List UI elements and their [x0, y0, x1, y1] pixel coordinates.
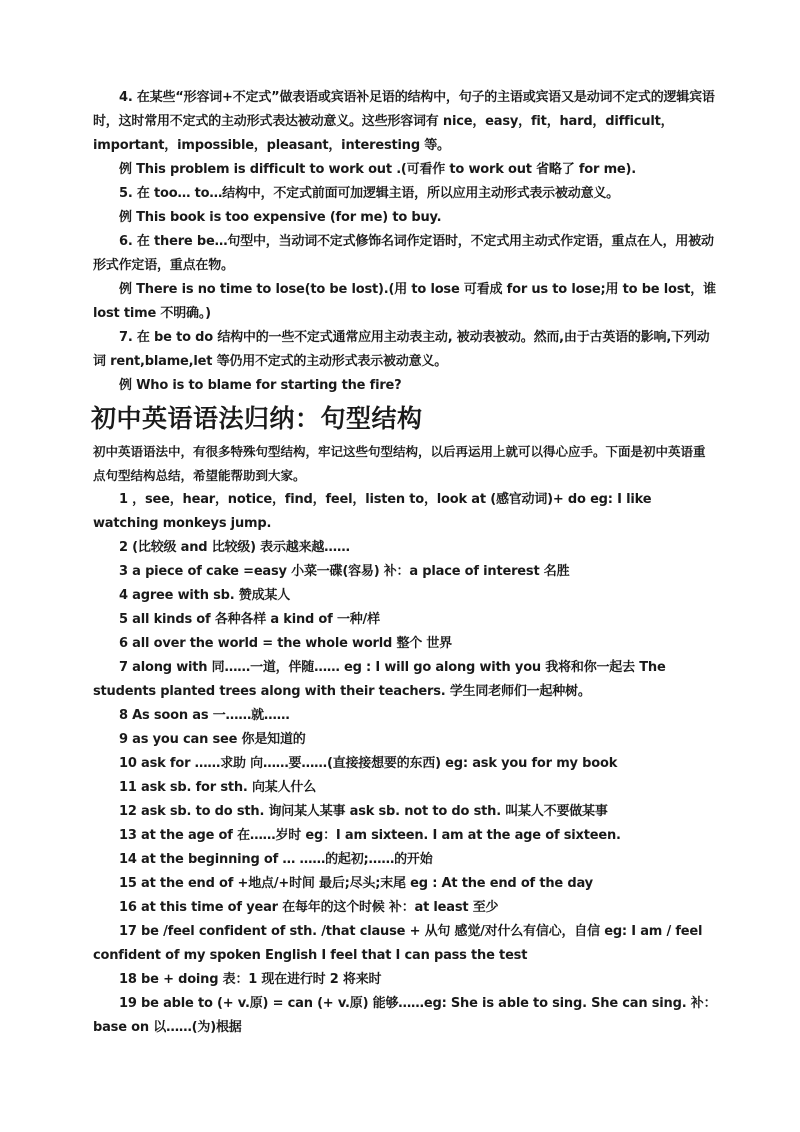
list-item: 19 be able to (+ v.原) = can (+ v.原) 能够……eg: She is able to sing. She can sing. 补：base on 以……(为)根据 [93, 996, 717, 1035]
intro-paragraph: 初中英语语法中，有很多特殊句型结构，牢记这些句型结构，以后再运用上就可以得心应手。下面是初中英语重点句型结构总结，希望能帮助到大家。 [93, 444, 706, 483]
example-line: 例 This problem is difficult to work out .(可看作 to work out 省略了 for me). [119, 162, 637, 177]
list-item: 8 As soon as 一……就…… [119, 708, 290, 723]
list-item: 1 ，see，hear，notice，find，feel，listen to，look at (感官动词)+ do eg: I like watching monkeys jump. [93, 492, 652, 531]
list-item: 18 be + doing 表：1 现在进行时 2 将来时 [119, 972, 382, 987]
list-item: 2 (比较级 and 比较级) 表示越来越…… [119, 540, 350, 555]
list-item: 15 at the end of +地点/+时间 最后;尽头;末尾 eg : At the end of the day [119, 876, 593, 891]
list-item: 11 ask sb. for sth. 向某人什么 [119, 780, 317, 795]
list-item: 9 as you can see 你是知道的 [119, 732, 306, 747]
example-line: 例 There is no time to lose(to be lost).(用 to lose 可看成 for us to lose;用 to be lost，谁 lost time 不明确。) [93, 282, 716, 321]
paragraph: 4. 在某些“形容词+不定式”做表语或宾语补足语的结构中，句子的主语或宾语又是动词不定式的逻辑宾语时，这时常用不定式的主动形式表达被动意义。这些形容词有 nice，easy，fit，hard，difficult，important，impossible，pleasant，interesting 等。 [93, 90, 715, 153]
example-line: 例 Who is to blame for starting the fire? [119, 378, 402, 393]
example-line: 例 This book is too expensive (for me) to buy. [119, 210, 442, 225]
paragraph: 6. 在 there be…句型中，当动词不定式修饰名词作定语时，不定式用主动式作定语，重点在人，用被动形式作定语，重点在物。 [93, 234, 714, 273]
list-item: 14 at the beginning of … ……的起初;……的开始 [119, 852, 433, 867]
paragraph: 7. 在 be to do 结构中的一些不定式通常应用主动表主动, 被动表被动。然而,由于古英语的影响,下列动词 rent,blame,let 等仍用不定式的主动形式表示被动意义。 [93, 330, 710, 369]
section-heading: 初中英语语法归纳：句型结构 [91, 404, 423, 433]
document-content [93, 86, 717, 1040]
list-item: 7 along with 同……一道，伴随…… eg : I will go along with you 我将和你一起去 The students planted trees along with their teachers. 学生同老师们一起种树。 [93, 660, 666, 699]
list-item: 12 ask sb. to do sth. 询问某人某事 ask sb. not to do sth. 叫某人不要做某事 [119, 804, 608, 819]
list-item: 4 agree with sb. 赞成某人 [119, 588, 290, 603]
paragraph: 5. 在 too… to…结构中，不定式前面可加逻辑主语，所以应用主动形式表示被动意义。 [119, 186, 619, 201]
list-item: 13 at the age of 在……岁时 eg：I am sixteen. I am at the age of sixteen. [119, 828, 621, 843]
list-item: 6 all over the world = the whole world 整个 世界 [119, 636, 452, 651]
list-item: 16 at this time of year 在每年的这个时候 补：at least 至少 [119, 900, 499, 915]
list-item: 10 ask for ……求助 向……要……(直接接想要的东西) eg: ask you for my book [119, 756, 618, 771]
list-item: 17 be /feel confident of sth. /that clause + 从句 感觉/对什么有信心，自信 eg: I am / feel confident of my spoken English I feel that I can pass the test [93, 924, 703, 963]
list-item: 3 a piece of cake =easy 小菜一碟(容易) 补：a place of interest 名胜 [119, 564, 570, 579]
list-item: 5 all kinds of 各种各样 a kind of 一种/样 [119, 612, 380, 627]
